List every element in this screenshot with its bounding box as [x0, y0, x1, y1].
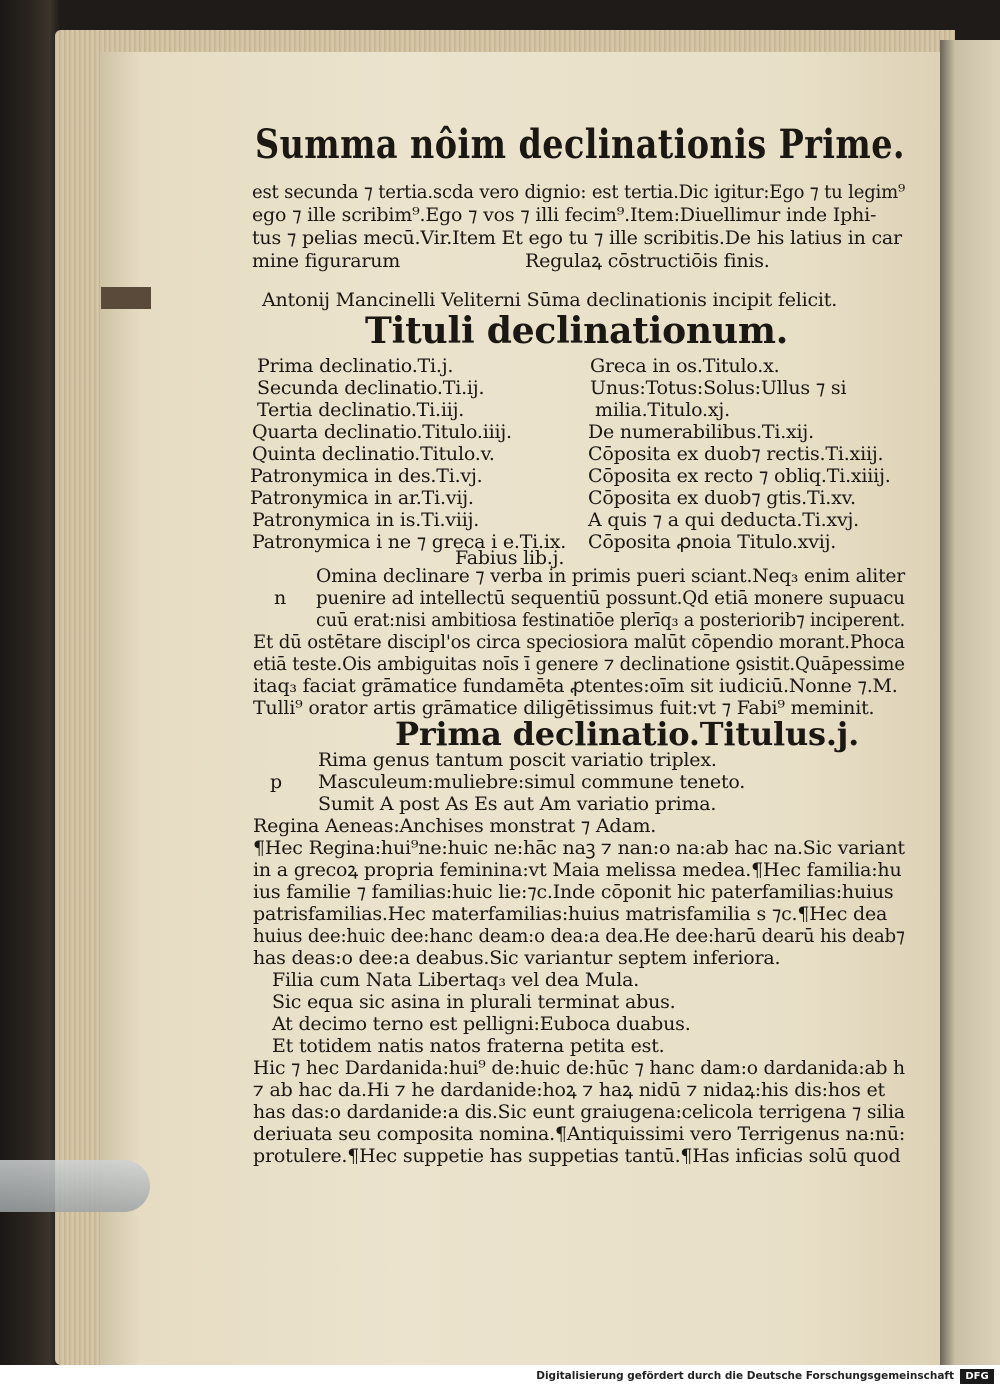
para2-line: in a grecoꝝ propria feminina:vt Maia melissa medea.¶Hec familia:hu: [253, 859, 902, 881]
initial-letter-p: p: [270, 771, 282, 793]
title-right-item: milia.Titulo.xj.: [595, 399, 730, 421]
para1-line: itaq₃ faciat grāmatice fundamēta ꝓtentes:oīm sit iudiciū.Nonne ⁊.M.: [253, 675, 898, 697]
verse2-line: At decimo terno est pelligni:Euboca duabus.: [272, 1013, 691, 1035]
para1-line: Tulli⁹ orator artis grāmatice diligētissimus fuit:vt ⁊ Fabi⁹ meminit.: [253, 697, 875, 719]
dfg-logo: DFG: [960, 1369, 994, 1384]
intro-line: est secunda ⁊ tertia.scda vero dignio: est tertia.Dic igitur:Ego ⁊ tu legim⁹: [252, 181, 906, 203]
title-left-item: Quinta declinatio.Titulo.v.: [252, 443, 495, 465]
title-left-item: Patronymica i ne ⁊ greca i e.Ti.ix.: [252, 531, 567, 553]
para3-line: ⁊ ab hac da.Hi ⁊ he dardanide:hoꝝ ⁊ haꝝ nidū ⁊ nidaꝝ:his dis:hos et: [253, 1079, 885, 1101]
glass-weight-strip: [0, 1160, 150, 1212]
regularum-end: Regulaꝝ cōstructiōis finis.: [525, 250, 770, 272]
intro-line: tus ⁊ pelias mecū.Vir.Item Et ego tu ⁊ ille scribitis.De his latius in car: [252, 227, 902, 249]
title-left-item: Patronymica in is.Ti.viij.: [252, 509, 480, 531]
fabius-reference: Fabius lib.j.: [455, 547, 565, 569]
title-right-item: Cōposita ꝓnoia Titulo.xvij.: [588, 531, 837, 553]
title-right-item: De numerabilibus.Ti.xij.: [588, 421, 814, 443]
para2-line: huius dee:huic dee:hanc deam:o dea:a dea.He dee:harū dearū his deab⁊: [253, 925, 905, 947]
intro-line: ego ⁊ ille scribim⁹.Ego ⁊ vos ⁊ illi fecim⁹.Item:Diuellimur inde Iphi-: [252, 204, 877, 226]
para2-line: Regina Aeneas:Anchises monstrat ⁊ Adam.: [253, 815, 657, 837]
para1-line: etiā teste.Ois ambiguitas noīs ī genere ⁊ declinatione ꝯsistit.Quāpessime: [253, 653, 905, 675]
title-right-item: Unus:Totus:Solus:Ullus ⁊ si: [590, 377, 847, 399]
title-left-item: Quarta declinatio.Titulo.iiij.: [252, 421, 512, 443]
para3-line: protulere.¶Hec suppetie has suppetias tantū.¶Has inficias solū quod: [253, 1145, 901, 1167]
title-right-item: Cōposita ex recto ⁊ obliq.Ti.xiiij.: [588, 465, 891, 487]
initial-letter-n: n: [274, 587, 287, 609]
title-left-item: Secunda declinatio.Ti.ij.: [257, 377, 485, 399]
para2-line: patrisfamilias.Hec materfamilias:huius matrisfamilia s ⁊c.¶Hec dea: [253, 903, 888, 925]
para2-line: ius familie ⁊ familias:huic lie:⁊c.Inde cōponit hic paterfamilias:huius: [253, 881, 894, 903]
para3-line: Hic ⁊ hec Dardanida:hui⁹ de:huic de:hūc ⁊ hanc dam:o dardanida:ab h: [253, 1057, 905, 1079]
title-right-item: A quis ⁊ a qui deducta.Ti.xvj.: [588, 509, 860, 531]
verse1-line: Rima genus tantum poscit variatio triplex.: [318, 749, 717, 771]
prima-heading: Prima declinatio.Titulus.j.: [395, 715, 860, 753]
title-left-item: Prima declinatio.Ti.j.: [257, 355, 454, 377]
incipit-line: Antonij Mancinelli Veliterni Sūma declinationis incipit felicit.: [262, 289, 838, 311]
funding-credit: Digitalisierung gefördert durch die Deutsche Forschungsgemeinschaft: [536, 1370, 954, 1382]
footer-bar: [0, 1365, 1000, 1389]
para2-line: ¶Hec Regina:hui⁹ne:huic ne:hāc naꝫ ⁊ nan:o na:ab hac na.Sic variant: [253, 837, 905, 859]
title-right-item: Greca in os.Titulo.x.: [590, 355, 780, 377]
title-right-item: Cōposita ex duob⁊ gtis.Ti.xv.: [588, 487, 856, 509]
verse1-line: Masculeum:muliebre:simul commune teneto.: [318, 771, 746, 793]
para1-line: Omina declinare ⁊ verba in primis pueri sciant.Neq₃ enim aliter: [316, 565, 905, 587]
para2-line: has deas:o dee:a deabus.Sic variantur septem inferiora.: [253, 947, 781, 969]
verse2-line: Filia cum Nata Libertaq₃ vel dea Mula.: [272, 969, 640, 991]
para3-line: deriuata seu composita nomina.¶Antiquissimi vero Terrigenus na:nū:: [253, 1123, 906, 1145]
para1-line: Et dū ostētare discipl'os circa speciosiora malūt cōpendio morant.Phoca: [253, 631, 905, 653]
title-right-item: Cōposita ex duob⁊ rectis.Ti.xiij.: [588, 443, 884, 465]
para3-line: has das:o dardanide:a dis.Sic eunt graiugena:celicola terrigena ⁊ silia: [253, 1101, 905, 1123]
title-left-item: Patronymica in des.Ti.vj.: [250, 465, 483, 487]
intro-line: mine figurarum: [252, 250, 401, 272]
title-left-item: Patronymica in ar.Ti.vij.: [250, 487, 474, 509]
title-left-item: Tertia declinatio.Ti.iij.: [257, 399, 465, 421]
verse1-line: Sumit A post As Es aut Am variatio prima.: [318, 793, 717, 815]
page-title: Summa nôim declinationis Prime.: [255, 121, 905, 168]
para1-line: cuū erat:nisi ambitiosa festinatiōe plerīq₃ a posteriorib⁊ inciperent.: [316, 609, 906, 631]
verse2-line: Sic equa sic asina in plurali terminat abus.: [272, 991, 676, 1013]
tituli-heading: Tituli declinationum.: [365, 310, 789, 352]
para1-line: puenire ad intellectū sequentiū possunt.Qd etiā monere supuacu: [316, 587, 905, 609]
verse2-line: Et totidem natis natos fraterna petita est.: [272, 1035, 665, 1057]
